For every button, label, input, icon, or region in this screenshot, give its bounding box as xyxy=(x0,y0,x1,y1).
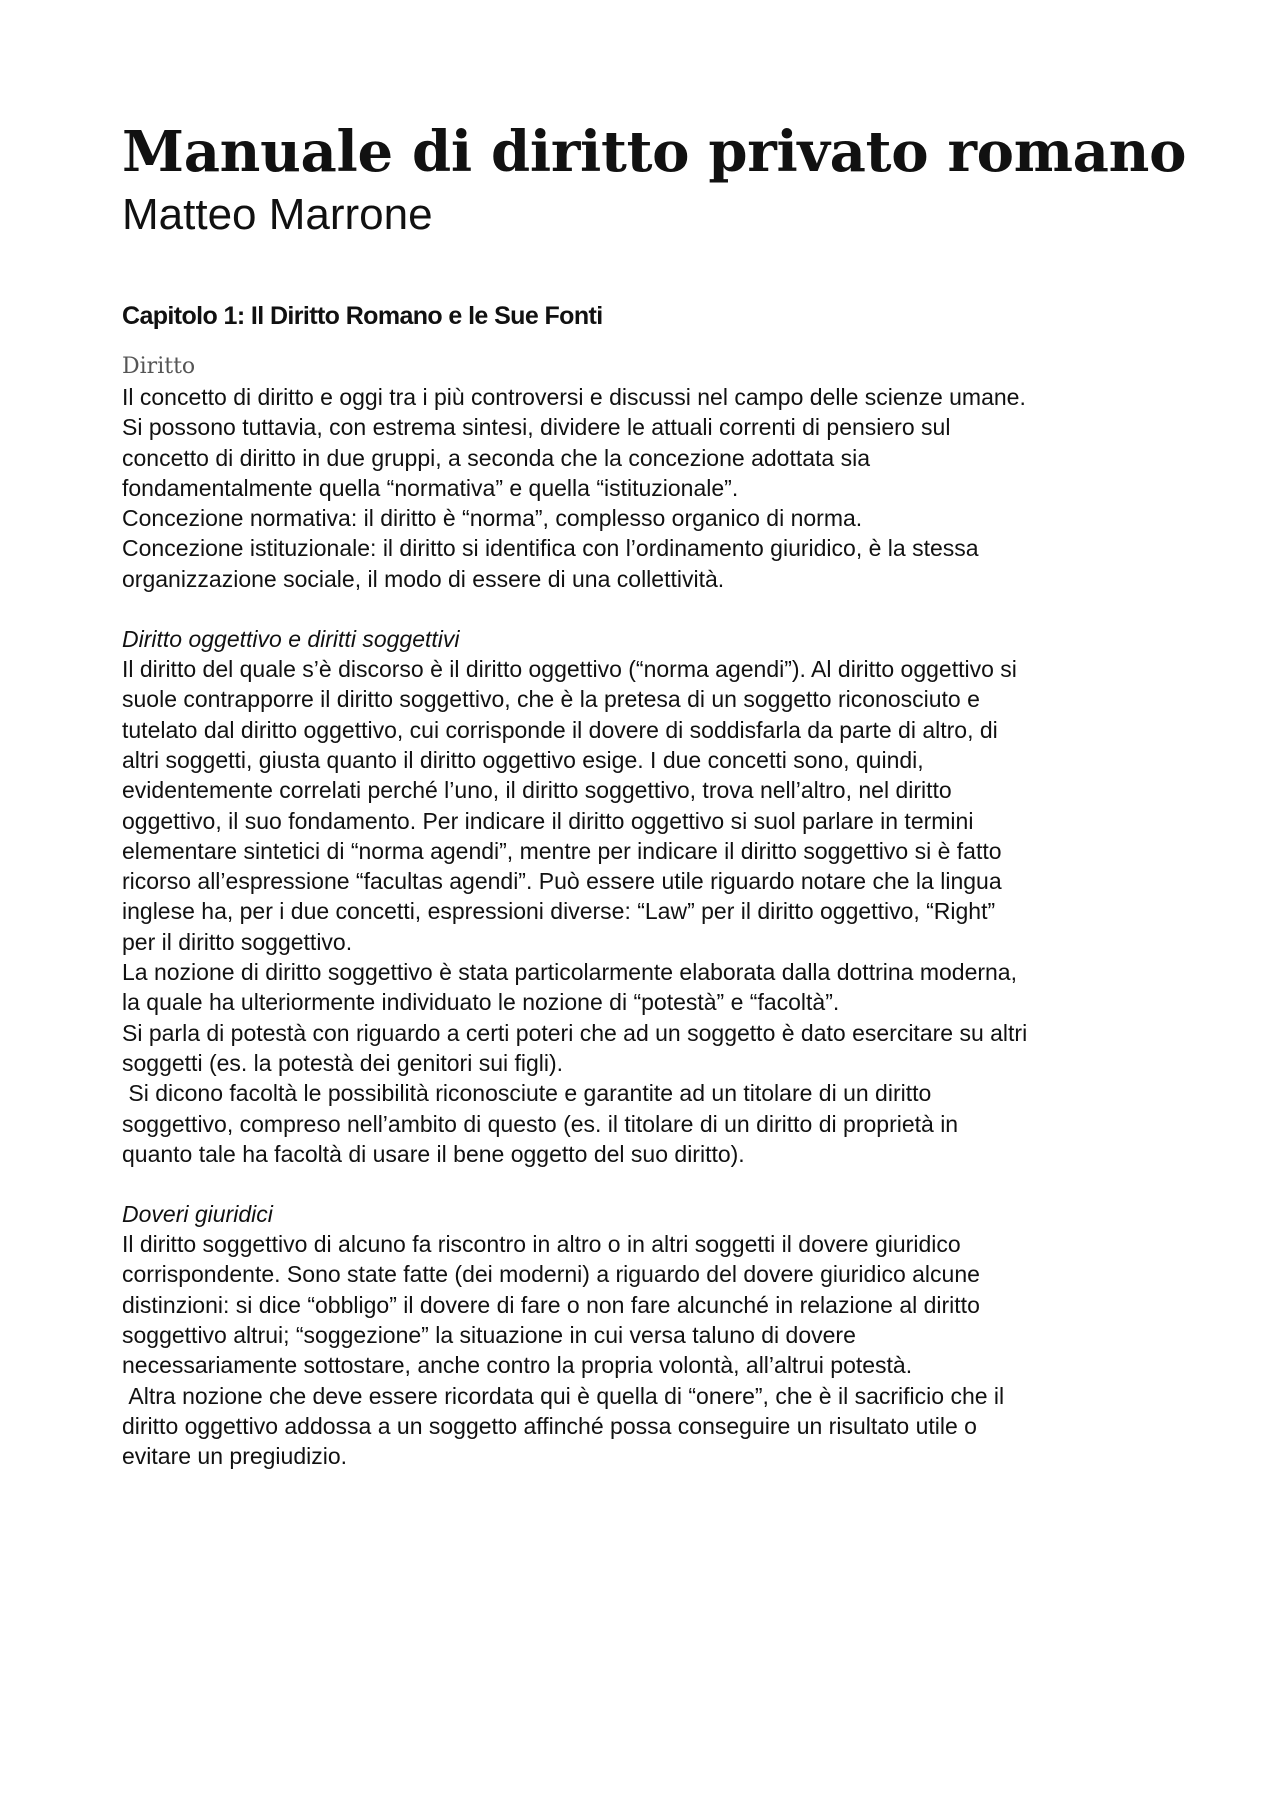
text-line: corrispondente. Sono state fatte (dei moderni) a riguardo del dovere giuridico alcune xyxy=(122,1261,980,1288)
text-line: la quale ha ulteriormente individuato le nozione di “potestà” e “facoltà”. xyxy=(122,989,840,1016)
text-line: necessariamente sottostare, anche contro la propria volontà, all’altrui potestà. xyxy=(122,1352,913,1379)
text-line: organizzazione sociale, il modo di essere di una collettività. xyxy=(122,565,725,592)
document-title: Manuale di diritto privato romano xyxy=(122,119,1187,185)
text-line: oggettivo, il suo fondamento. Per indicare il diritto oggettivo si suol parlare in termini xyxy=(122,807,974,834)
text-line: Il concetto di diritto e oggi tra i più controversi e discussi nel campo delle scienze umane. xyxy=(122,384,1026,410)
text-line: soggettivo, compreso nell’ambito di questo (es. il titolare di un diritto di proprietà in xyxy=(122,1110,959,1137)
document-author: Matteo Marrone xyxy=(122,190,433,239)
text-line: Il diritto del quale s’è discorso è il diritto oggettivo (“norma agendi”). Al diritto oggettivo si xyxy=(122,656,1017,683)
spacer xyxy=(122,594,1182,624)
text-line: elementare sintetici di “norma agendi”, mentre per indicare il diritto soggettivo si è fatto xyxy=(122,837,1002,864)
text-line: soggetti (es. la potestà dei genitori sui figli). xyxy=(122,1049,564,1076)
text-line: La nozione di diritto soggettivo è stata particolarmente elaborata dalla dottrina moderna, xyxy=(122,959,1017,986)
text-line: quanto tale ha facoltà di usare il bene oggetto del suo diritto). xyxy=(122,1140,745,1167)
text-line: Si possono tuttavia, con estrema sintesi, dividere le attuali correnti di pensiero sul xyxy=(122,414,951,441)
text-line: suole contrapporre il diritto soggettivo, che è la pretesa di un soggetto riconosciuto e xyxy=(122,686,980,713)
text-line: Altra nozione che deve essere ricordata qui è quella di “onere”, che è il sacrificio che il xyxy=(122,1382,1005,1409)
section-body-diritto xyxy=(122,382,1182,594)
text-line: evitare un pregiudizio. xyxy=(122,1443,348,1470)
text-line: per il diritto soggettivo. xyxy=(122,928,353,955)
text-line: tutelato dal diritto oggettivo, cui corrisponde il dovere di soddisfarla da parte di altro, di xyxy=(122,716,998,743)
chapter-title: Capitolo 1: Il Diritto Romano e le Sue Fonti xyxy=(122,302,603,330)
text-line: concetto di diritto in due gruppi, a seconda che la concezione adottata sia xyxy=(122,444,870,471)
text-line: diritto oggettivo addossa a un soggetto affinché possa conseguire un risultato utile o xyxy=(122,1412,977,1439)
text-line: fondamentalmente quella “normativa” e quella “istituzionale”. xyxy=(122,474,739,501)
text-line: ricorso all’espressione “facultas agendi”. Può essere utile riguardo notare che la lingua xyxy=(122,868,1002,895)
subsection-body-diritto-oggettivo xyxy=(122,654,1182,1169)
text-line: distinzioni: si dice “obbligo” il dovere di fare o non fare alcunché in relazione al diritto xyxy=(122,1291,980,1318)
text-line: Concezione istituzionale: il diritto si identifica con l’ordinamento giuridico, è la stessa xyxy=(122,535,979,562)
text-line: soggettivo altrui; “soggezione” la situazione in cui versa taluno di dovere xyxy=(122,1322,856,1349)
subsection-body-doveri-giuridici xyxy=(122,1229,1182,1471)
text-line: altri soggetti, giusta quanto il diritto oggettivo esige. I due concetti sono, quindi, xyxy=(122,746,924,773)
subsection-heading-doveri-giuridici: Doveri giuridici xyxy=(122,1201,273,1228)
text-line: Si dicono facoltà le possibilità riconosciute e garantite ad un titolare di un diritto xyxy=(122,1080,932,1107)
text-line: evidentemente correlati perché l’uno, il diritto soggettivo, trova nell’altro, nel diritto xyxy=(122,777,952,804)
section-heading-diritto: Diritto xyxy=(122,354,196,379)
spacer xyxy=(122,1169,1182,1199)
text-line: Il diritto soggettivo di alcuno fa riscontro in altro o in altri soggetti il dovere giuridico xyxy=(122,1231,961,1258)
text-line: Concezione normativa: il diritto è “norma”, complesso organico di norma. xyxy=(122,505,863,532)
subsection-heading-diritto-oggettivo: Diritto oggettivo e diritti soggettivi xyxy=(122,626,460,653)
text-line: Si parla di potestà con riguardo a certi poteri che ad un soggetto è dato esercitare su altri xyxy=(122,1019,1028,1046)
document-content xyxy=(122,118,1187,1472)
text-line: inglese ha, per i due concetti, espressioni diverse: “Law” per il diritto oggettivo, “Right” xyxy=(122,898,996,925)
